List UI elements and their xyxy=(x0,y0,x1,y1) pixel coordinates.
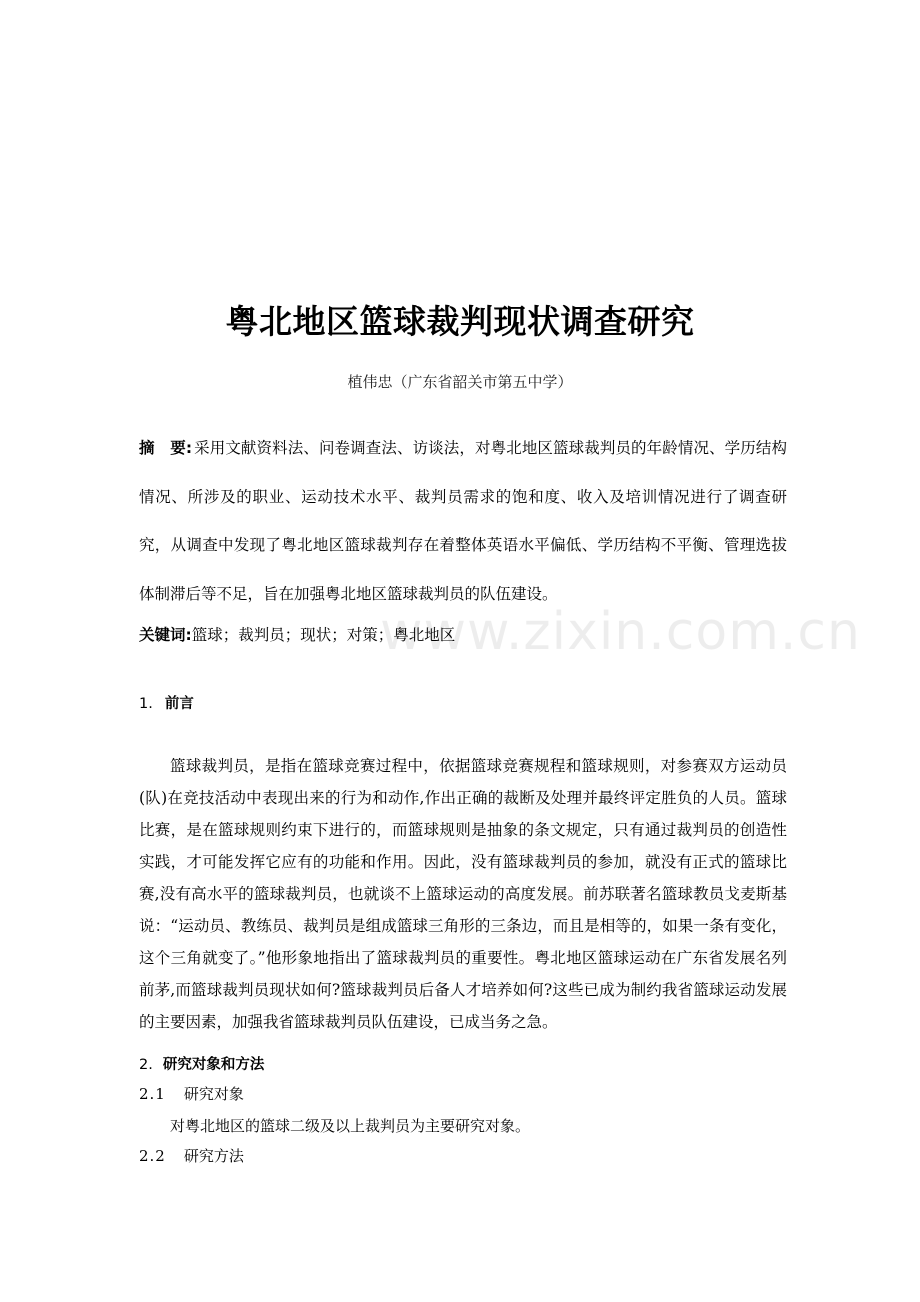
subsection-2-1-title: 研究对象 xyxy=(183,1085,244,1103)
section-1-heading xyxy=(139,692,194,716)
section-2-number: 2. xyxy=(139,1057,153,1073)
section-1-number: 1. xyxy=(139,696,153,712)
abstract-text: 采用文献资料法、问卷调查法、访谈法，对粤北地区篮球裁判员的年龄情况、学历结构情况、所涉及的职业、运动技术水平、裁判员需求的饱和度、收入及培训情况进行了调查研究，从调查中发现了粤北地区篮球裁判存在着整体英语水平偏低、学历结构不平衡、管理选拔体制滞后等不足，旨在加强粤北地区篮球裁判员的队伍建设。 xyxy=(139,439,787,603)
abstract xyxy=(139,424,787,618)
section-1-paragraph: 篮球裁判员，是指在篮球竞赛过程中，依据篮球竞赛规程和篮球规则，对参赛双方运动员(队)在竞技活动中表现出来的行为和动作,作出正确的裁断及处理并最终评定胜负的人员。篮球比赛，是在篮球规则约束下进行的，而篮球规则是抽象的条文规定，只有通过裁判员的创造性实践，才可能发挥它应有的功能和作用。因此，没有篮球裁判员的参加，就没有正式的篮球比赛,没有高水平的篮球裁判员，也就谈不上篮球运动的高度发展。前苏联著名篮球教员戈麦斯基说：“运动员、教练员、裁判员是组成篮球三角形的三条边，而且是相等的，如果一条有变化，这个三角就变了。”他形象地指出了篮球裁判员的重要性。粤北地区篮球运动在广东省发展名列前茅,而篮球裁判员现状如何?篮球裁判员后备人才培养如何?这些已成为制约我省篮球运动发展的主要因素，加强我省篮球裁判员队伍建设，已成当务之急。 xyxy=(139,757,787,1031)
subsection-2-2-title: 研究方法 xyxy=(183,1147,244,1165)
abstract-label: 摘 要: xyxy=(139,439,193,457)
subsection-2-1-number: 2.1 xyxy=(139,1085,166,1103)
section-2-title: 研究对象和方法 xyxy=(162,1057,265,1073)
subsection-2-2-heading xyxy=(139,1144,244,1168)
keywords-label: 关键词: xyxy=(139,626,192,644)
document-title: 粤北地区篮球裁判现状调查研究 xyxy=(225,302,695,341)
subsection-2-1-heading xyxy=(139,1082,244,1106)
author-line: 植伟忠（广东省韶关市第五中学） xyxy=(347,373,573,391)
watermark: www.zixin.com.cn xyxy=(380,602,861,662)
subsection-2-1-text: 对粤北地区的篮球二级及以上裁判员为主要研究对象。 xyxy=(170,1117,531,1135)
subsection-2-2-number: 2.2 xyxy=(139,1147,166,1165)
keywords-text: 篮球；裁判员；现状；对策；粤北地区 xyxy=(191,626,456,644)
section-2-heading xyxy=(139,1053,264,1077)
section-1-title: 前言 xyxy=(164,696,194,712)
